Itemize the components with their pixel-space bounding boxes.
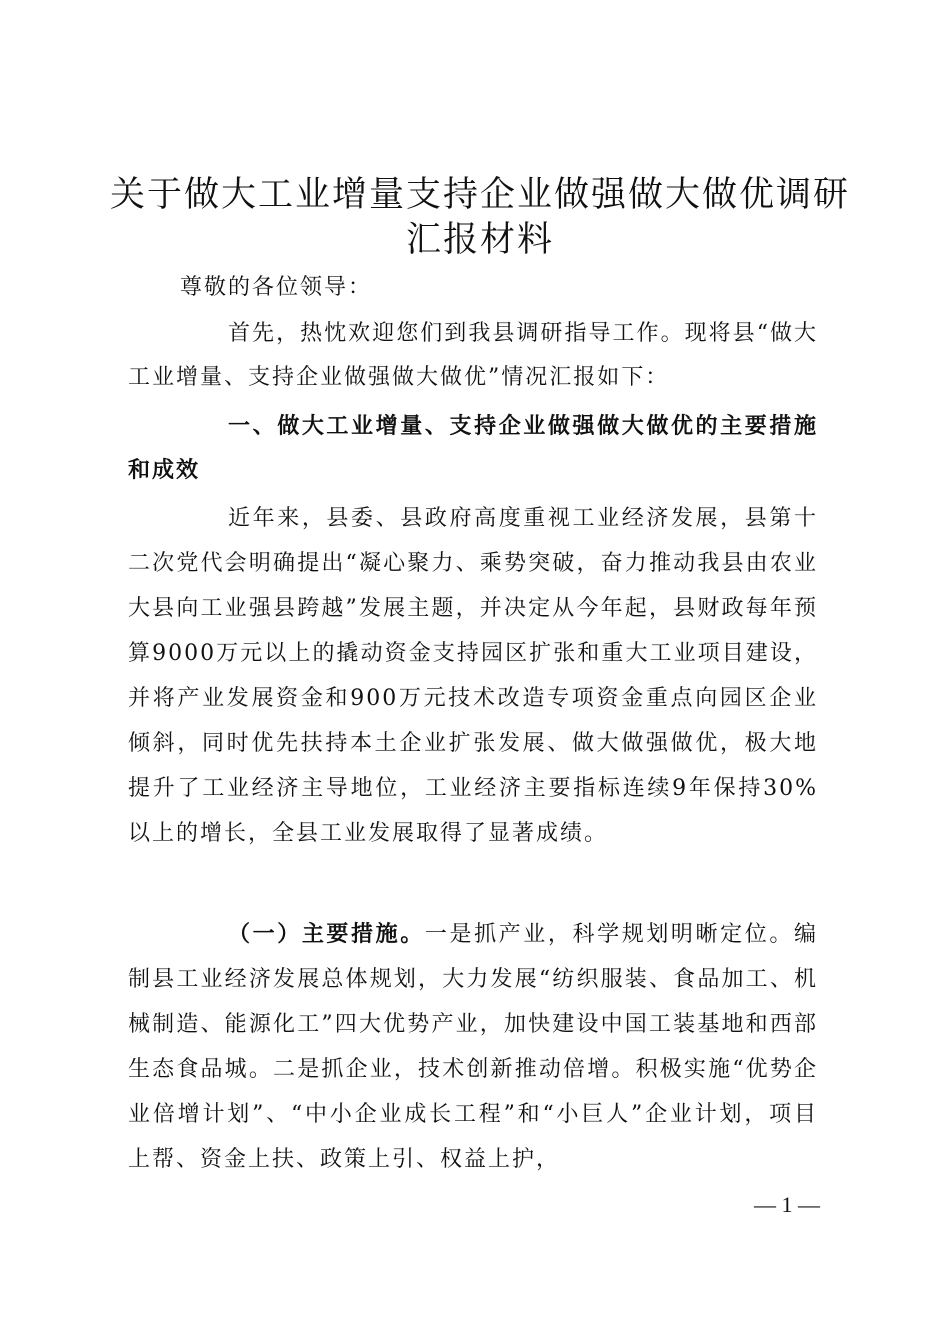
page-number: — 1 — — [754, 1192, 820, 1217]
paragraph-measures-results: 近年来，县委、县政府高度重视工业经济发展，县第十二次党代会明确提出“凝心聚力、乘势突破，奋力推动我县由农业大县向工业强县跨越”发展主题，并决定从今年起，县财政每年预算9000万元以上的撬动资金支持园区扩张和重大工业项目建设，并将产业发展资金和900万元技术改造专项资金重点向园区企业倾斜，同时优先扶持本土企业扩张发展、做大做强做优，极大地提升了工业经济主导地位，工业经济主要指标连续9年保持30%以上的增长，全县工业发展取得了显著成绩。 — [128, 506, 818, 846]
document-title-line2: 汇报材料 — [405, 220, 554, 260]
main-measures-text: 一是抓产业，科学规划明晰定位。编制县工业经济发展总体规划，大力发展“纺织服装、食品加工、机械制造、能源化工”四大优势产业，加快建设中国工装基地和西部生态食品城。二是抓企业，技术创新推动倍增。积极实施“优势企业倍增计划”、“中小企业成长工程”和“小巨人”企业计划，项目上帮、资金上扶、政策上引、权益上护， — [128, 922, 818, 1172]
salutation: 尊敬的各位领导： — [180, 275, 373, 300]
document-title-line1: 关于做大工业增量支持企业做强做大做优调研 — [110, 175, 851, 215]
intro-paragraph: 首先，热忱欢迎您们到我县调研指导工作。现将县“做大工业增量、支持企业做强做大做优”情况汇报如下： — [128, 321, 818, 390]
section-heading-1: 一、做大工业增量、支持企业做强做大做优的主要措施和成效 — [128, 414, 818, 483]
paragraph-main-measures — [128, 912, 818, 1182]
subheading-main-measures: （一）主要措施。 — [228, 922, 425, 947]
